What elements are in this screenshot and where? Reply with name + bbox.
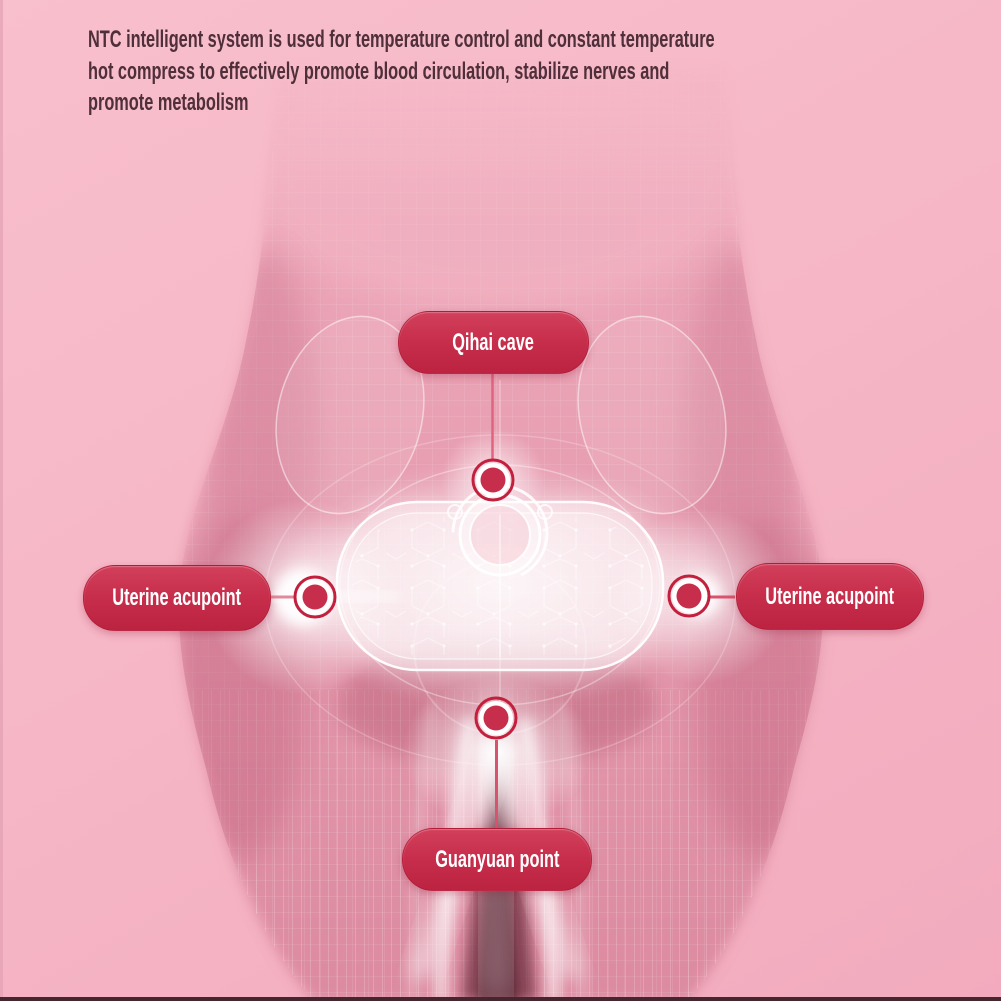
callout-label: Qihai cave: [452, 328, 535, 356]
callout-qihai-cave: [398, 311, 589, 374]
left-edge-shade: [0, 0, 3, 1001]
callout-guanyuan-point: [402, 828, 592, 891]
acupoint-marker-right-icon: [669, 576, 709, 616]
heading-line-2: hot compress to effectively promote blood circulation, stabilize nerves and: [88, 57, 670, 85]
callout-uterine-acupoint-left: [83, 565, 271, 631]
bottom-edge-strip: [0, 997, 1001, 1001]
heading-line-3: promote metabolism: [88, 89, 249, 117]
callout-uterine-acupoint-right: [736, 563, 924, 630]
heading: [88, 24, 1001, 119]
callout-label: Uterine acupoint: [765, 582, 895, 610]
acupoint-marker-left-icon: [295, 577, 335, 617]
callout-label: Guanyuan point: [434, 845, 560, 873]
acupoint-marker-top-icon: [473, 460, 513, 500]
acupoint-marker-bottom-icon: [476, 698, 516, 738]
heading-line-1: NTC intelligent system is used for temperature control and constant temperature: [88, 26, 715, 53]
callout-label: Uterine acupoint: [112, 584, 242, 611]
